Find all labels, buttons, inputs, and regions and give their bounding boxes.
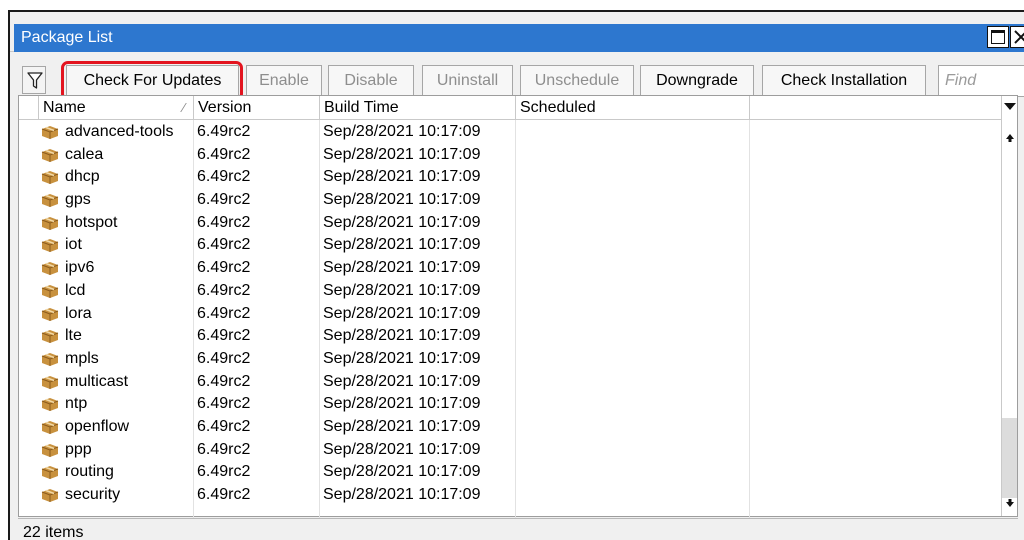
package-build-time: Sep/28/2021 10:17:09 [323,191,481,209]
package-icon [41,352,59,367]
package-build-time: Sep/28/2021 10:17:09 [323,349,481,367]
package-name: iot [65,236,82,254]
package-version: 6.49rc2 [197,213,251,231]
package-build-time: Sep/28/2021 10:17:09 [323,236,481,254]
table-row[interactable] [19,325,1003,348]
close-button[interactable] [1010,26,1024,48]
package-name: routing [65,463,114,481]
package-icon [41,443,59,458]
package-version: 6.49rc2 [197,259,251,277]
toolbar [10,52,1024,94]
package-icon [41,148,59,163]
package-version: 6.49rc2 [197,304,251,322]
package-version: 6.49rc2 [197,168,251,186]
package-build-time: Sep/28/2021 10:17:09 [323,440,481,458]
close-icon [1013,29,1024,45]
package-build-time: Sep/28/2021 10:17:09 [323,168,481,186]
table-header [19,96,1003,120]
package-build-time: Sep/28/2021 10:17:09 [323,213,481,231]
package-build-time: Sep/28/2021 10:17:09 [323,259,481,277]
column-header-build-time-label: Build Time [324,99,399,116]
package-build-time: Sep/28/2021 10:17:09 [323,417,481,435]
column-menu-icon[interactable] [1004,103,1016,111]
package-build-time: Sep/28/2021 10:17:09 [323,327,481,345]
package-name: calea [65,145,104,163]
package-icon [41,488,59,503]
package-icon [41,170,59,185]
sort-icon: ∕ [182,100,185,115]
table-row[interactable] [19,461,1003,484]
package-icon [41,284,59,299]
package-name: ntp [65,395,88,413]
package-version: 6.49rc2 [197,349,251,367]
table-row[interactable] [19,144,1003,167]
package-icon [41,125,59,140]
package-table [18,95,1018,517]
column-header-build-time[interactable] [320,96,516,120]
package-build-time: Sep/28/2021 10:17:09 [323,145,481,163]
item-count: 22 items [23,524,84,540]
package-build-time: Sep/28/2021 10:17:09 [323,463,481,481]
package-name: dhcp [65,168,100,186]
package-name: security [65,486,121,503]
table-row[interactable] [19,439,1003,462]
column-header-version-label: Version [198,99,252,116]
filter-button[interactable] [22,66,46,94]
table-row[interactable] [19,348,1003,371]
package-name: openflow [65,417,130,435]
package-build-time: Sep/28/2021 10:17:09 [323,372,481,390]
package-icon [41,261,59,276]
package-version: 6.49rc2 [197,191,251,209]
column-header-empty [750,96,1003,120]
table-row[interactable] [19,212,1003,235]
table-row[interactable] [19,393,1003,416]
column-header-name-label: Name [43,99,86,116]
package-icon [41,420,59,435]
package-name: lora [65,304,92,322]
package-name: ipv6 [65,259,95,277]
table-row[interactable] [19,257,1003,280]
package-build-time: Sep/28/2021 10:17:09 [323,395,481,413]
header-spacer [19,96,39,120]
table-body [19,121,1003,507]
status-bar [18,518,1018,540]
table-row[interactable] [19,121,1003,144]
package-name: hotspot [65,213,118,231]
package-icon [41,375,59,390]
package-version: 6.49rc2 [197,236,251,254]
scroll-track[interactable] [1002,153,1017,418]
window-title: Package List [21,29,113,46]
table-row[interactable] [19,484,1003,507]
title-bar-fill [14,24,1024,52]
package-version: 6.49rc2 [197,486,251,503]
package-build-time: Sep/28/2021 10:17:09 [323,281,481,299]
column-header-scheduled-label: Scheduled [520,99,596,116]
package-icon [41,397,59,412]
package-name: lte [65,327,82,345]
package-build-time: Sep/28/2021 10:17:09 [323,123,481,140]
uninstall-button[interactable]: Uninstall [422,65,513,97]
package-version: 6.49rc2 [197,327,251,345]
disable-button[interactable]: Disable [328,65,414,97]
column-header-version[interactable] [194,96,320,120]
unschedule-button[interactable]: Unschedule [520,65,634,97]
find-field[interactable] [938,65,1024,97]
table-row[interactable] [19,234,1003,257]
package-version: 6.49rc2 [197,281,251,299]
enable-button[interactable]: Enable [246,65,322,97]
package-name: gps [65,191,91,209]
column-header-name[interactable] [39,96,194,120]
find-input[interactable] [939,66,1024,96]
package-name: advanced-tools [65,123,174,140]
package-version: 6.49rc2 [197,440,251,458]
package-icon [41,216,59,231]
package-version: 6.49rc2 [197,417,251,435]
package-icon [41,329,59,344]
scroll-down-icon[interactable] [1005,498,1015,508]
check-installation-button[interactable]: Check Installation [762,65,926,97]
table-row[interactable] [19,166,1003,189]
package-icon [41,193,59,208]
table-row[interactable] [19,303,1003,326]
column-header-scheduled[interactable] [516,96,750,120]
vertical-scrollbar[interactable] [1001,96,1017,516]
package-version: 6.49rc2 [197,463,251,481]
package-version: 6.49rc2 [197,372,251,390]
package-name: lcd [65,281,86,299]
package-icon [41,307,59,322]
maximize-button[interactable] [987,26,1009,48]
package-list-window [8,10,1024,540]
package-build-time: Sep/28/2021 10:17:09 [323,486,481,503]
package-name: mpls [65,349,99,367]
package-name: ppp [65,440,92,458]
package-version: 6.49rc2 [197,395,251,413]
package-icon [41,238,59,253]
title-bar[interactable] [10,12,1024,52]
package-build-time: Sep/28/2021 10:17:09 [323,304,481,322]
check-for-updates-button[interactable]: Check For Updates [66,65,239,97]
package-version: 6.49rc2 [197,145,251,163]
scroll-up-icon[interactable] [1005,133,1015,143]
filter-icon [27,72,43,90]
package-icon [41,465,59,480]
table-row[interactable] [19,416,1003,439]
table-row[interactable] [19,371,1003,394]
package-version: 6.49rc2 [197,123,251,140]
scroll-thumb[interactable] [1002,418,1017,498]
table-row[interactable] [19,189,1003,212]
downgrade-button[interactable]: Downgrade [640,65,754,97]
package-name: multicast [65,372,129,390]
table-row[interactable] [19,280,1003,303]
